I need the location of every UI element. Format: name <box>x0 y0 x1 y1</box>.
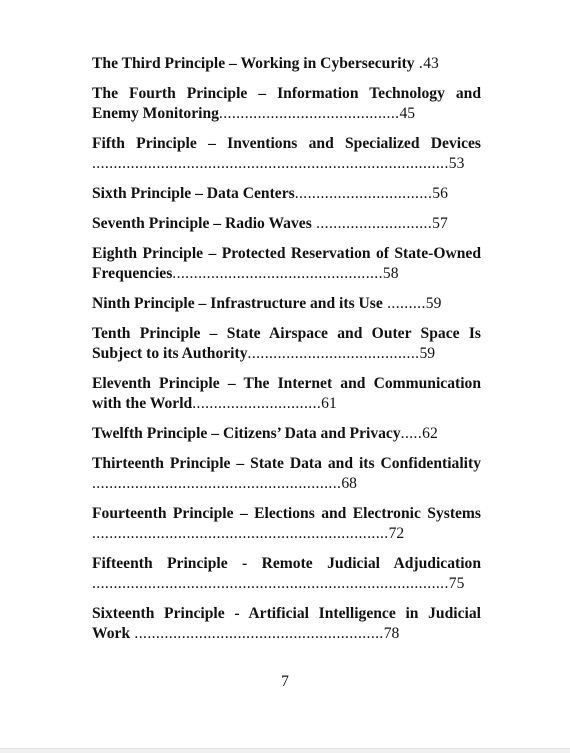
toc-entry-title: Fourteenth Principle – Elections and Electronic Systems <box>92 505 481 522</box>
toc-entry-eighth-principle[interactable] <box>92 244 481 284</box>
page-bottom-edge <box>0 748 570 753</box>
toc-leader: .......................................................... <box>92 475 342 492</box>
toc-leader: ..................................................................... <box>92 525 389 542</box>
toc-leader: .............................. <box>192 395 322 412</box>
toc-entry-twelfth-principle[interactable] <box>92 424 481 444</box>
toc-leader: ................................ <box>294 185 433 202</box>
toc-entry-third-principle[interactable] <box>92 54 481 74</box>
toc-page-number: 43 <box>423 55 439 72</box>
toc-page-number: 45 <box>399 105 416 122</box>
toc-leader: ..... <box>400 425 423 442</box>
toc-entry-sixth-principle[interactable] <box>92 184 481 204</box>
toc-leader: .......................................... <box>218 105 400 122</box>
toc-entry-title: Eighth Principle – Protected Reservation of State-Owned Frequencies <box>92 245 481 282</box>
toc-entry-tenth-principle[interactable] <box>92 324 481 364</box>
toc-entry-title: Eleventh Principle – The Internet and Communication with the World <box>92 375 481 412</box>
toc-entry-title: Sixteenth Principle - Artificial Intelligence in Judicial Work <box>92 605 481 642</box>
toc-page-number: 78 <box>383 625 400 642</box>
toc-entry-eleventh-principle[interactable] <box>92 374 481 414</box>
toc-leader: ................................................. <box>172 265 383 282</box>
toc-entry-title: Thirteenth Principle – State Data and its Confidentiality <box>92 455 481 472</box>
toc-entry-title: Ninth Principle – Infrastructure and its Use <box>92 295 383 312</box>
toc-entry-title: Tenth Principle – State Airspace and Outer Space Is Subject to its Authority <box>92 325 481 362</box>
toc-page-number: 68 <box>341 475 357 492</box>
toc-entry-seventh-principle[interactable] <box>92 214 481 234</box>
toc-leader: . <box>414 55 424 72</box>
toc-leader: ......... <box>382 295 426 312</box>
toc-entry-title: The Third Principle – Working in Cybersecurity <box>92 55 415 72</box>
toc-entry-title: Fifth Principle – Inventions and Specialized Devices <box>92 135 481 152</box>
toc-page-number: 62 <box>422 425 438 442</box>
toc-page-number: 57 <box>432 215 448 232</box>
toc-entry-thirteenth-principle[interactable] <box>92 454 481 494</box>
toc-entry-sixteenth-principle[interactable] <box>92 604 481 644</box>
toc-leader: ........................................ <box>247 345 420 362</box>
toc-page-number: 56 <box>432 185 448 202</box>
toc-entry-title: Fifteenth Principle - Remote Judicial Adjudication <box>92 555 481 572</box>
toc-leader: .......................................................... <box>130 625 384 642</box>
toc-page-number: 53 <box>448 155 465 172</box>
toc-entry-fifteenth-principle[interactable] <box>92 554 481 594</box>
toc-entry-ninth-principle[interactable] <box>92 294 481 314</box>
toc-page-number: 58 <box>382 265 399 282</box>
toc-entry-title: Seventh Principle – Radio Waves <box>92 215 312 232</box>
toc-page-number: 75 <box>448 575 465 592</box>
toc-page-number: 59 <box>425 295 442 312</box>
toc-page-number: 72 <box>388 525 405 542</box>
page-number: 7 <box>281 673 289 690</box>
toc-entry-fourth-principle[interactable] <box>92 84 481 124</box>
table-of-contents <box>92 54 481 654</box>
toc-page-number: 61 <box>321 395 337 412</box>
toc-entry-fourteenth-principle[interactable] <box>92 504 481 544</box>
toc-entry-title: Twelfth Principle – Citizens’ Data and Privacy <box>92 425 401 442</box>
toc-leader: ................................................................................... <box>92 155 449 172</box>
toc-page-number: 59 <box>419 345 436 362</box>
toc-entry-fifth-principle[interactable] <box>92 134 481 174</box>
toc-entry-title: The Fourth Principle – Information Technology and Enemy Monitoring <box>92 85 481 122</box>
toc-leader: ........................... <box>311 215 433 232</box>
toc-entry-title: Sixth Principle – Data Centers <box>92 185 295 202</box>
toc-leader: ................................................................................... <box>92 575 449 592</box>
